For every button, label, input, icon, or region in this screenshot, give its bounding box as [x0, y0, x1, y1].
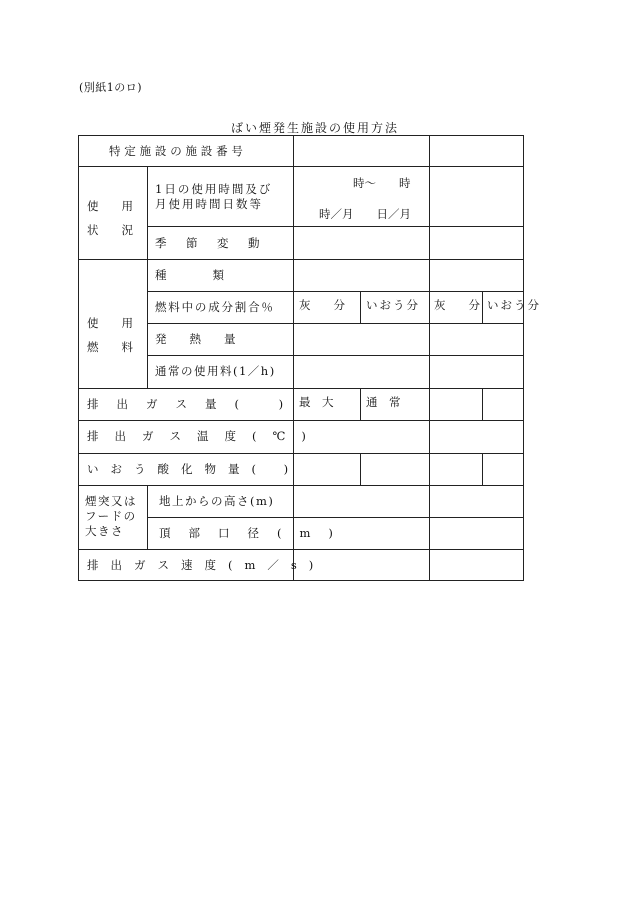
sulfur-label: いおう分: [366, 298, 420, 312]
column-divider: [147, 166, 148, 388]
chimney-size-label: 煙突又は フードの 大きさ: [85, 494, 137, 538]
document-title: ばい煙発生施設の使用方法: [230, 121, 399, 135]
chimney-diameter-label: 頂部口径(m): [159, 526, 351, 540]
row-divider: [147, 226, 523, 227]
column-divider: [482, 453, 483, 485]
usage-form-table: [78, 135, 541, 581]
row-divider: [147, 517, 523, 518]
usage-status-label: 使 用 状 況: [87, 199, 133, 237]
row-divider: [79, 388, 523, 389]
row-divider: [147, 291, 523, 292]
season-variation-label: 季節変動: [155, 236, 279, 250]
row-divider: [79, 166, 523, 167]
row-divider: [79, 453, 523, 454]
row-divider: [79, 485, 523, 486]
fuel-type-label: 種 類: [155, 268, 224, 282]
column-divider: [293, 136, 294, 580]
column-divider: [482, 291, 483, 323]
sulfur-label-2: いおう分: [487, 298, 541, 312]
usage-days-value: 時／月 日／月: [319, 207, 411, 221]
exhaust-temp-label: 排出ガス温度(℃): [87, 429, 322, 443]
column-divider: [360, 453, 361, 485]
heat-value-label: 発 熱 量: [155, 332, 236, 346]
row-divider: [79, 259, 523, 260]
row-divider: [79, 549, 523, 550]
exhaust-volume-label: 排出ガス量( ): [87, 397, 302, 411]
usage-amount-label: 通常の使用料(1／h): [155, 364, 276, 378]
ash-label: 灰 分: [299, 298, 345, 312]
usage-hours-value: 時～ 時: [353, 176, 411, 190]
fuel-label: 使 用 燃 料: [87, 316, 133, 354]
column-divider: [147, 485, 148, 549]
column-divider: [482, 388, 483, 420]
appendix-reference: (別紙1のロ): [79, 81, 143, 94]
facility-number-label: 特定施設の施設番号: [109, 144, 247, 158]
usage-hours-label: 1日の使用時間及び 月使用時間日数等: [155, 182, 273, 211]
chimney-height-label: 地上からの高さ(m): [159, 494, 275, 508]
fuel-component-label: 燃料中の成分割合％: [155, 300, 275, 314]
column-divider: [360, 291, 361, 323]
row-divider: [79, 420, 523, 421]
column-divider: [360, 388, 361, 420]
ash-label-2: 灰 分: [434, 298, 480, 312]
sulfur-oxide-label: いおう酸化物量( ): [87, 462, 301, 476]
exhaust-speed-label: 排出ガス速度(m／s): [87, 558, 326, 572]
column-divider: [429, 136, 430, 580]
row-divider: [147, 355, 523, 356]
row-divider: [147, 323, 523, 324]
normal-label: 通 常: [366, 395, 401, 409]
max-label: 最 大: [299, 395, 334, 409]
